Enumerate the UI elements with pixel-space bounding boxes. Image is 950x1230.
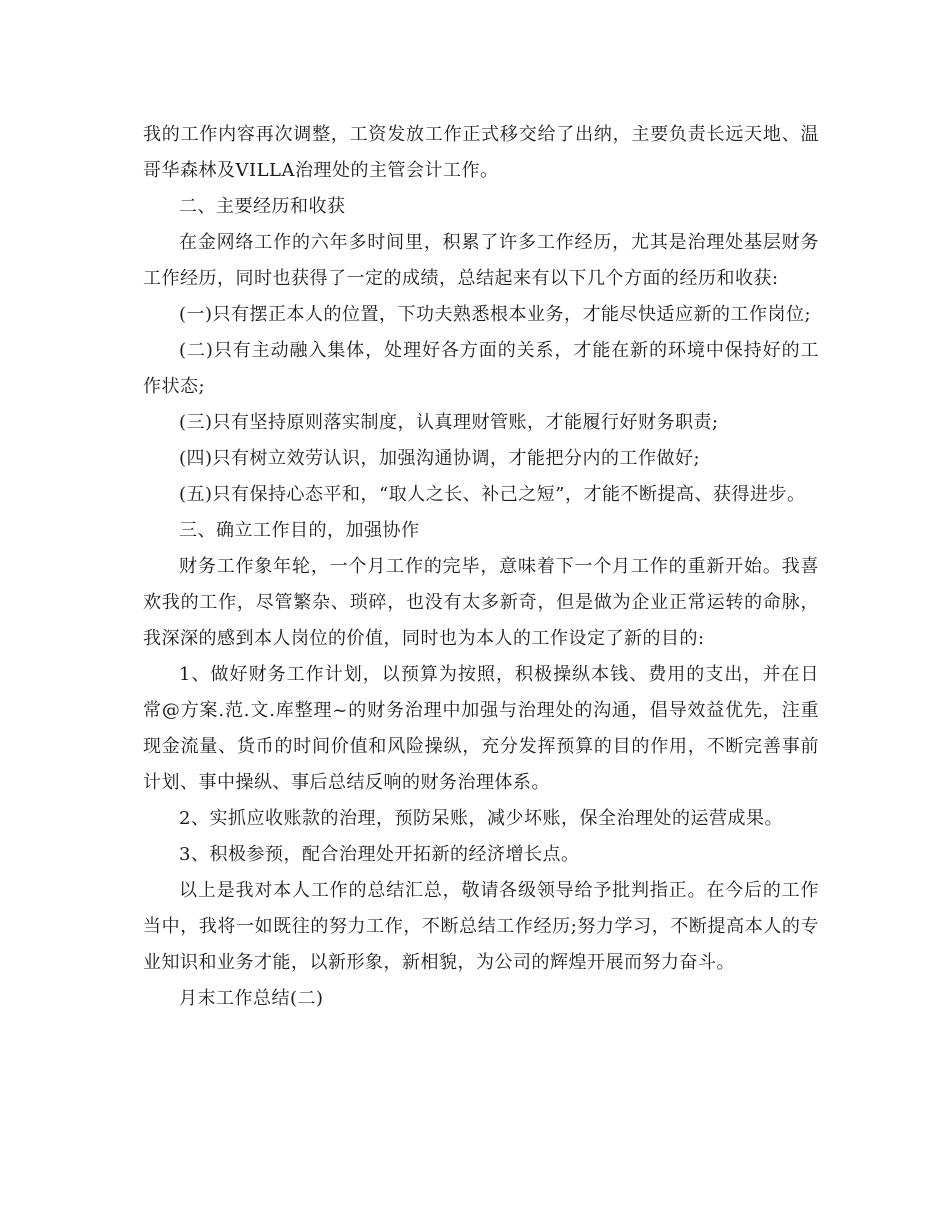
paragraph-conclusion: 以上是我对本人工作的总结汇总，敬请各级领导给予批判指正。在今后的工作当中，我将一如既往的努力工作，不断总结工作经历;努力学习，不断提高本人的专业知识和业务才能，以新形象，新相貌，为公司的辉煌开展而努力奋斗。 — [143, 880, 819, 973]
list-item-experience-3: (三)只有坚持原则落实制度，认真理财管账，才能履行好财务职责; — [179, 412, 719, 433]
list-item-goal-1: 1、做好财务工作计划，以预算为按照，积极操纵本钱、费用的支出，并在日常@方案.范.文.库整理~的财务治理中加强与治理处的沟通，倡导效益优先，注重现金流量、货币的时间价值和风险操纵，充分发挥预算的目的作用，不断完善事前计划、事中操纵、事后总结反响的财务治理体系。 — [143, 664, 819, 793]
list-item-experience-2: (二)只有主动融入集体，处理好各方面的关系，才能在新的环境中保持好的工作状态; — [143, 340, 819, 397]
list-item-goal-3: 3、积极参预，配合治理处开拓新的经济增长点。 — [179, 844, 580, 865]
next-section-title: 月末工作总结(二) — [179, 988, 324, 1009]
list-item-experience-5: (五)只有保持心态平和，“取人之长、补己之短”，才能不断提高、获得进步。 — [179, 484, 806, 505]
paragraph-continuation: 我的工作内容再次调整，工资发放工作正式移交给了出纳，主要负责长远天地、温哥华森林及VILLA治理处的主管会计工作。 — [143, 124, 819, 181]
paragraph-experience-intro: 在金网络工作的六年多时间里，积累了许多工作经历，尤其是治理处基层财务工作经历，同时也获得了一定的成绩，总结起来有以下几个方面的经历和收获: — [143, 232, 819, 289]
section-heading-goals: 三、确立工作目的，加强协作 — [179, 520, 420, 541]
document-body — [143, 117, 819, 1017]
section-heading-main-experience: 二、主要经历和收获 — [179, 196, 346, 217]
paragraph-goals-intro: 财务工作象年轮，一个月工作的完毕，意味着下一个月工作的重新开始。我喜欢我的工作，尽管繁杂、琐碎，也没有太多新奇，但是做为企业正常运转的命脉，我深深的感到本人岗位的价值，同时也为本人的工作设定了新的目的: — [143, 556, 819, 649]
list-item-goal-2: 2、实抓应收账款的治理，预防呆账，减少坏账，保全治理处的运营成果。 — [179, 808, 783, 829]
list-item-experience-4: (四)只有树立效劳认识，加强沟通协调，才能把分内的工作做好; — [179, 448, 701, 469]
list-item-experience-1: (一)只有摆正本人的位置，下功夫熟悉根本业务，才能尽快适应新的工作岗位; — [179, 304, 812, 325]
